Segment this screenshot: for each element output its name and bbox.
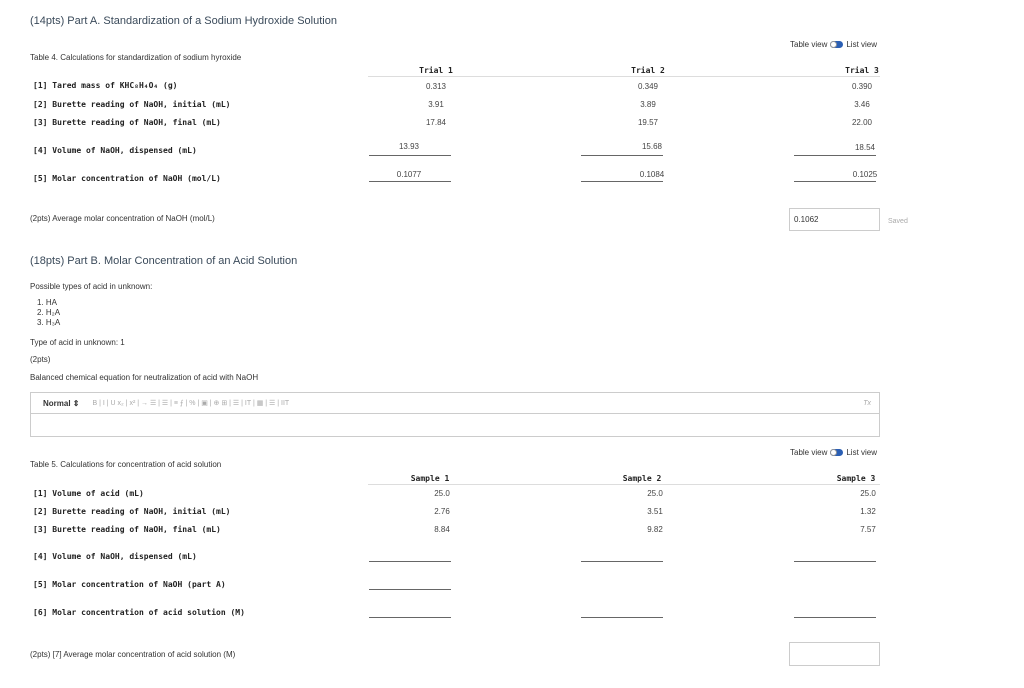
molarity-trial-3-input[interactable]: 0.1025: [852, 170, 878, 179]
input-underline: [581, 181, 663, 182]
table-5-caption: Table 5. Calculations for concentration of acid solution: [30, 460, 222, 469]
input-underline: [581, 155, 663, 156]
average-acid-input[interactable]: [789, 642, 880, 666]
header-divider: [368, 484, 880, 485]
table-cell: 3.51: [647, 507, 663, 516]
table-cell: 25.0: [434, 489, 450, 498]
input-underline: [581, 561, 663, 562]
input-underline: [369, 155, 451, 156]
table-cell: 3.89: [640, 100, 656, 109]
format-tools[interactable]: B | I | U x₂ | x² | → ☰ | ☰ | ≡ ⨍ | % | ▣ | ⊕ ⊞ | ☰ | IT | ▦ | ☰ | IIT: [92, 400, 290, 407]
input-underline: [581, 617, 663, 618]
row-molar-naoh-label: [5] Molar concentration of NaOH (part A): [33, 580, 226, 589]
part-b-title: (18pts) Part B. Molar Concentration of an Acid Solution: [30, 255, 298, 267]
input-underline: [369, 181, 451, 182]
sample-2-header: Sample 2: [622, 474, 662, 483]
format-select[interactable]: Normal ⇕: [43, 398, 80, 408]
table-cell: 3.46: [854, 100, 870, 109]
input-underline: [794, 155, 876, 156]
table-cell: 25.0: [647, 489, 663, 498]
input-underline: [794, 561, 876, 562]
table-cell: 9.82: [647, 525, 663, 534]
row-volume-dispensed-label: [4] Volume of NaOH, dispensed (mL): [33, 552, 197, 561]
input-underline: [794, 617, 876, 618]
input-underline: [369, 561, 451, 562]
average-naoh-label: (2pts) Average molar concentration of NaOH (mol/L): [30, 214, 215, 223]
table-view-label[interactable]: Table view: [790, 40, 828, 49]
list-item: 1. HA: [37, 298, 58, 307]
sample-1-header: Sample 1: [410, 474, 450, 483]
balanced-equation-label: Balanced chemical equation for neutralization of acid with NaOH: [30, 373, 259, 382]
possible-types-label: Possible types of acid in unknown:: [30, 282, 153, 291]
row-tared-mass-label: [1] Tared mass of KHC₈H₄O₄ (g): [33, 81, 178, 90]
volume-trial-3-input[interactable]: 18.54: [854, 143, 876, 152]
list-item: 2. H₂A: [37, 308, 61, 317]
editor-toolbar: [31, 393, 879, 414]
molarity-trial-1-input[interactable]: 0.1077: [396, 170, 422, 179]
input-underline: [369, 589, 451, 590]
table-cell: 2.76: [434, 507, 450, 516]
trial-2-header: Trial 2: [631, 66, 665, 75]
table-cell: 7.57: [860, 525, 876, 534]
acid-type-line: Type of acid in unknown: 1: [30, 338, 125, 347]
table-cell: 19.57: [637, 118, 659, 127]
average-naoh-input[interactable]: 0.1062: [789, 208, 880, 231]
table-cell: 8.84: [434, 525, 450, 534]
row-volume-dispensed-label: [4] Volume of NaOH, dispensed (mL): [33, 146, 197, 155]
row-burette-final-label: [3] Burette reading of NaOH, final (mL): [33, 525, 221, 534]
input-underline: [369, 617, 451, 618]
clear-format-icon[interactable]: Tx: [863, 399, 871, 407]
view-toggle-switch[interactable]: [830, 449, 843, 456]
table-cell: 25.0: [860, 489, 876, 498]
table-cell: 0.313: [425, 82, 447, 91]
input-underline: [794, 181, 876, 182]
row-burette-final-label: [3] Burette reading of NaOH, final (mL): [33, 118, 221, 127]
table-cell: 0.390: [851, 82, 873, 91]
trial-1-header: Trial 1: [419, 66, 453, 75]
row-molar-concentration-label: [5] Molar concentration of NaOH (mol/L): [33, 174, 221, 183]
part-a-title: (14pts) Part A. Standardization of a Sodium Hydroxide Solution: [30, 15, 337, 27]
points-label: (2pts): [30, 355, 51, 364]
molarity-trial-2-input[interactable]: 0.1084: [639, 170, 665, 179]
row-volume-acid-label: [1] Volume of acid (mL): [33, 489, 144, 498]
volume-trial-1-input[interactable]: 13.93: [398, 142, 420, 151]
average-acid-label: (2pts) [7] Average molar concentration of acid solution (M): [30, 650, 236, 659]
trial-3-header: Trial 3: [845, 66, 879, 75]
list-view-label[interactable]: List view: [846, 40, 878, 49]
part-a-view-toggle[interactable]: [790, 40, 877, 49]
table-cell: 3.91: [428, 100, 444, 109]
part-b-view-toggle[interactable]: [790, 448, 877, 457]
table-cell: 1.32: [860, 507, 876, 516]
table-4-caption: Table 4. Calculations for standardization of sodium hyroxide: [30, 53, 242, 62]
table-cell: 0.349: [637, 82, 659, 91]
header-divider: [368, 76, 880, 77]
sample-3-header: Sample 3: [836, 474, 876, 483]
rich-text-editor[interactable]: [30, 392, 880, 437]
volume-trial-2-input[interactable]: 15.68: [641, 142, 663, 151]
list-view-label[interactable]: List view: [846, 448, 878, 457]
row-burette-initial-label: [2] Burette reading of NaOH, initial (mL): [33, 507, 231, 516]
saved-status: Saved: [888, 218, 908, 225]
row-molar-acid-label: [6] Molar concentration of acid solution (M): [33, 608, 245, 617]
editor-body[interactable]: [31, 414, 879, 438]
row-burette-initial-label: [2] Burette reading of NaOH, initial (mL): [33, 100, 231, 109]
table-cell: 17.84: [425, 118, 447, 127]
view-toggle-switch[interactable]: [830, 41, 843, 48]
table-cell: 22.00: [851, 118, 873, 127]
list-item: 3. H₃A: [37, 318, 61, 327]
table-view-label[interactable]: Table view: [790, 448, 828, 457]
